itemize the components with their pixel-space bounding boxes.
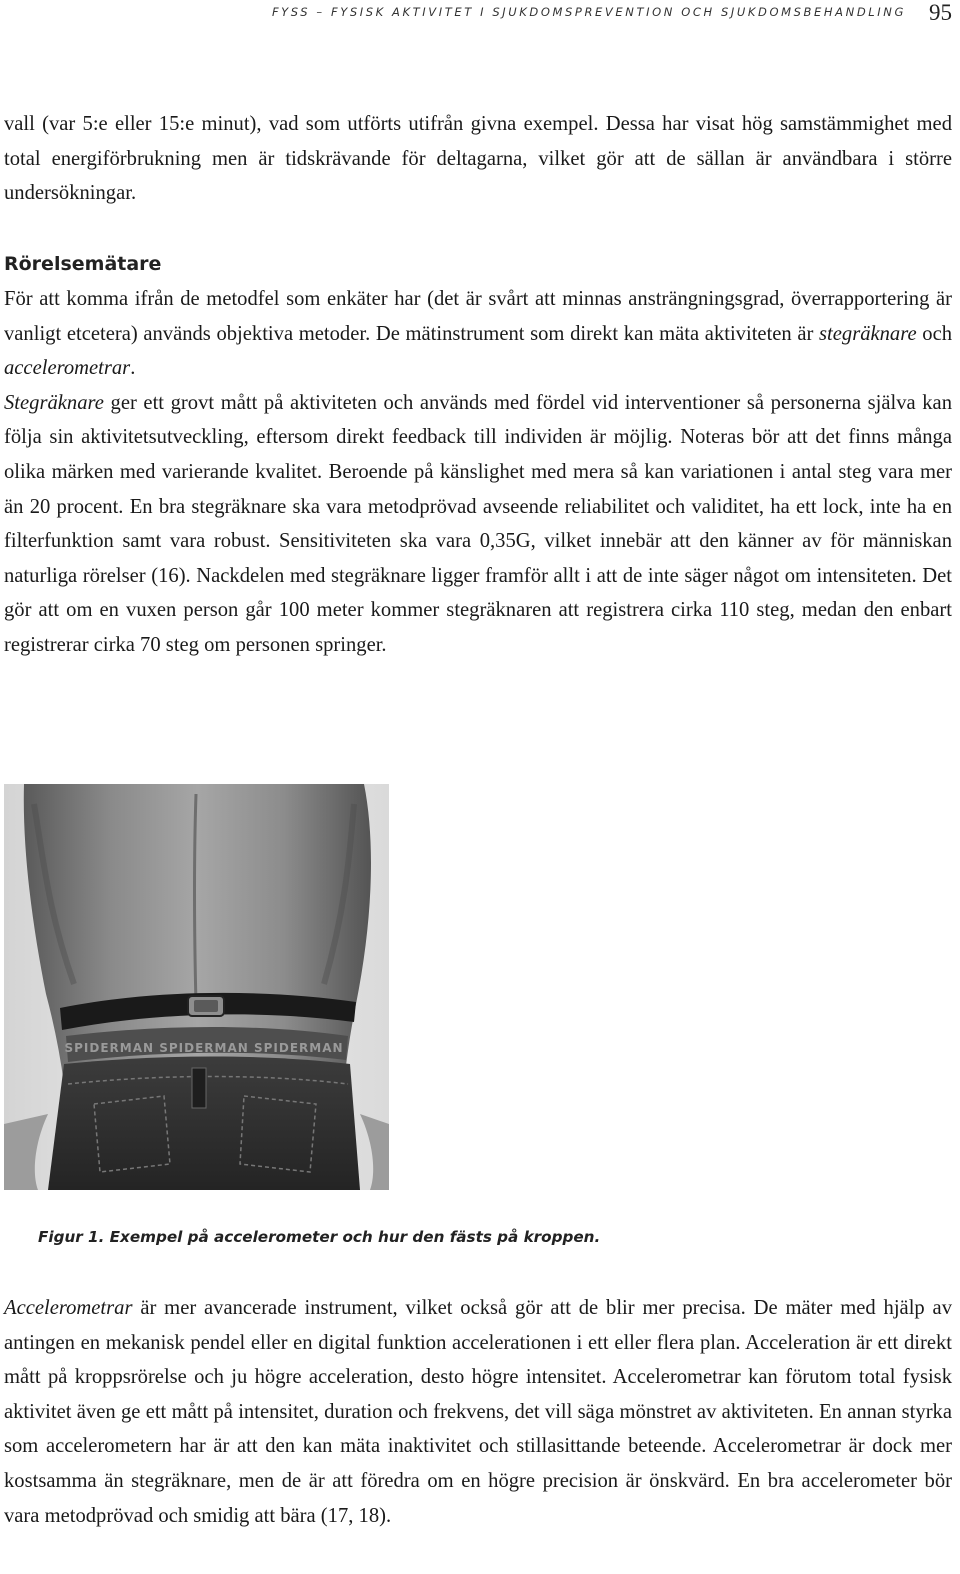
- paragraph-2-text-a: För att komma ifrån de metodfel som enkäter har (det är svårt att minnas ansträngningsgrad, överrapportering är vanligt etcetera) används objektiva metoder. De mätinstrument som direkt kan mäta aktiviteten är: [4, 288, 952, 345]
- paragraph-3-text: är mer avancerade instrument, vilket också gör att de blir mer precisa. De mäter med hjälp av antingen en mekanisk pendel eller en digital funktion accelerationen i ett eller flera plan. Acceleration är ett direkt mått på kroppsrörelse och ju högre acceleration, desto högre intensitet. Accelerometrar kan förutom total fysisk aktivitet även ge ett mått på intensitet, duration och frekvens, det vill säga mönstret av aktiviteten. En annan styrka som accelerometern har är att den kan mäta inaktivitet och stillasittande beteende. Accelerometrar är dock mer kostsamma än stegräknare, men de är att föredra om en högre precision är önskvärd. En bra accelerometer bör vara metodprövad och smidig att bära (17, 18).: [4, 1297, 952, 1527]
- paragraph-3: [4, 1291, 952, 1533]
- running-header: [0, 0, 960, 30]
- paragraph-2: [4, 282, 952, 663]
- paragraph-2-text-d: ger ett grovt mått på aktiviteten och används med fördel vid interventioner så personerna själva kan följa sin aktivitetsutveckling, eftersom direkt feedback till individen är möjlig. Noteras bör att det finns många olika märken med varierande kvalitet. Beroende på känslighet med mera så kan variationen i antal steg vara mer än 20 procent. En bra stegräknare ska vara metodprövad avseende reliabilitet och validitet, ha ett lock, inte ha en filterfunktion samt vara robust. Sensitiviteten ska vara 0,35G, vilket innebär att den känner av för människan naturliga rörelser (16). Nackdelen med stegräknare ligger framför allt i att de inte säger något om intensiteten. Det gör att om en vuxen person går 100 meter kommer stegräknaren att registrera cirka 110 steg, medan den enbart registrerar cirka 70 steg om personen springer.: [4, 391, 952, 656]
- term-accelerometrar: accelerometrar: [4, 357, 131, 380]
- waistband-text: SPIDERMAN SPIDERMAN SPIDERMAN: [64, 1041, 344, 1055]
- paragraph-1: vall (var 5:e eller 15:e minut), vad som utförts utifrån givna exempel. Dessa har visat hög samstämmighet med total energiförbrukning men är tidskrävande för deltagarna, vilket gör att de sällan är användbara i större undersökningar.: [4, 113, 952, 205]
- term-stegraknare: stegräknare: [819, 322, 917, 345]
- running-title: FYSS – FYSISK AKTIVITET I SJUKDOMSPREVENTION OCH SJUKDOMSBEHANDLING: [271, 5, 906, 19]
- paragraph-2-text-b: och: [916, 322, 952, 345]
- term-stegraknare-lead: Stegräknare: [4, 391, 104, 414]
- paragraph-2-text-c: .: [130, 357, 136, 380]
- figure-photo: [4, 784, 389, 1190]
- figure-caption: Figur 1. Exempel på accelerometer och hur den fästs på kroppen.: [38, 1228, 601, 1246]
- section-heading: Rörelsemätare: [4, 253, 162, 275]
- page-number: 95: [929, 0, 952, 25]
- term-accelerometrar-lead: Accelerometrar: [4, 1297, 133, 1319]
